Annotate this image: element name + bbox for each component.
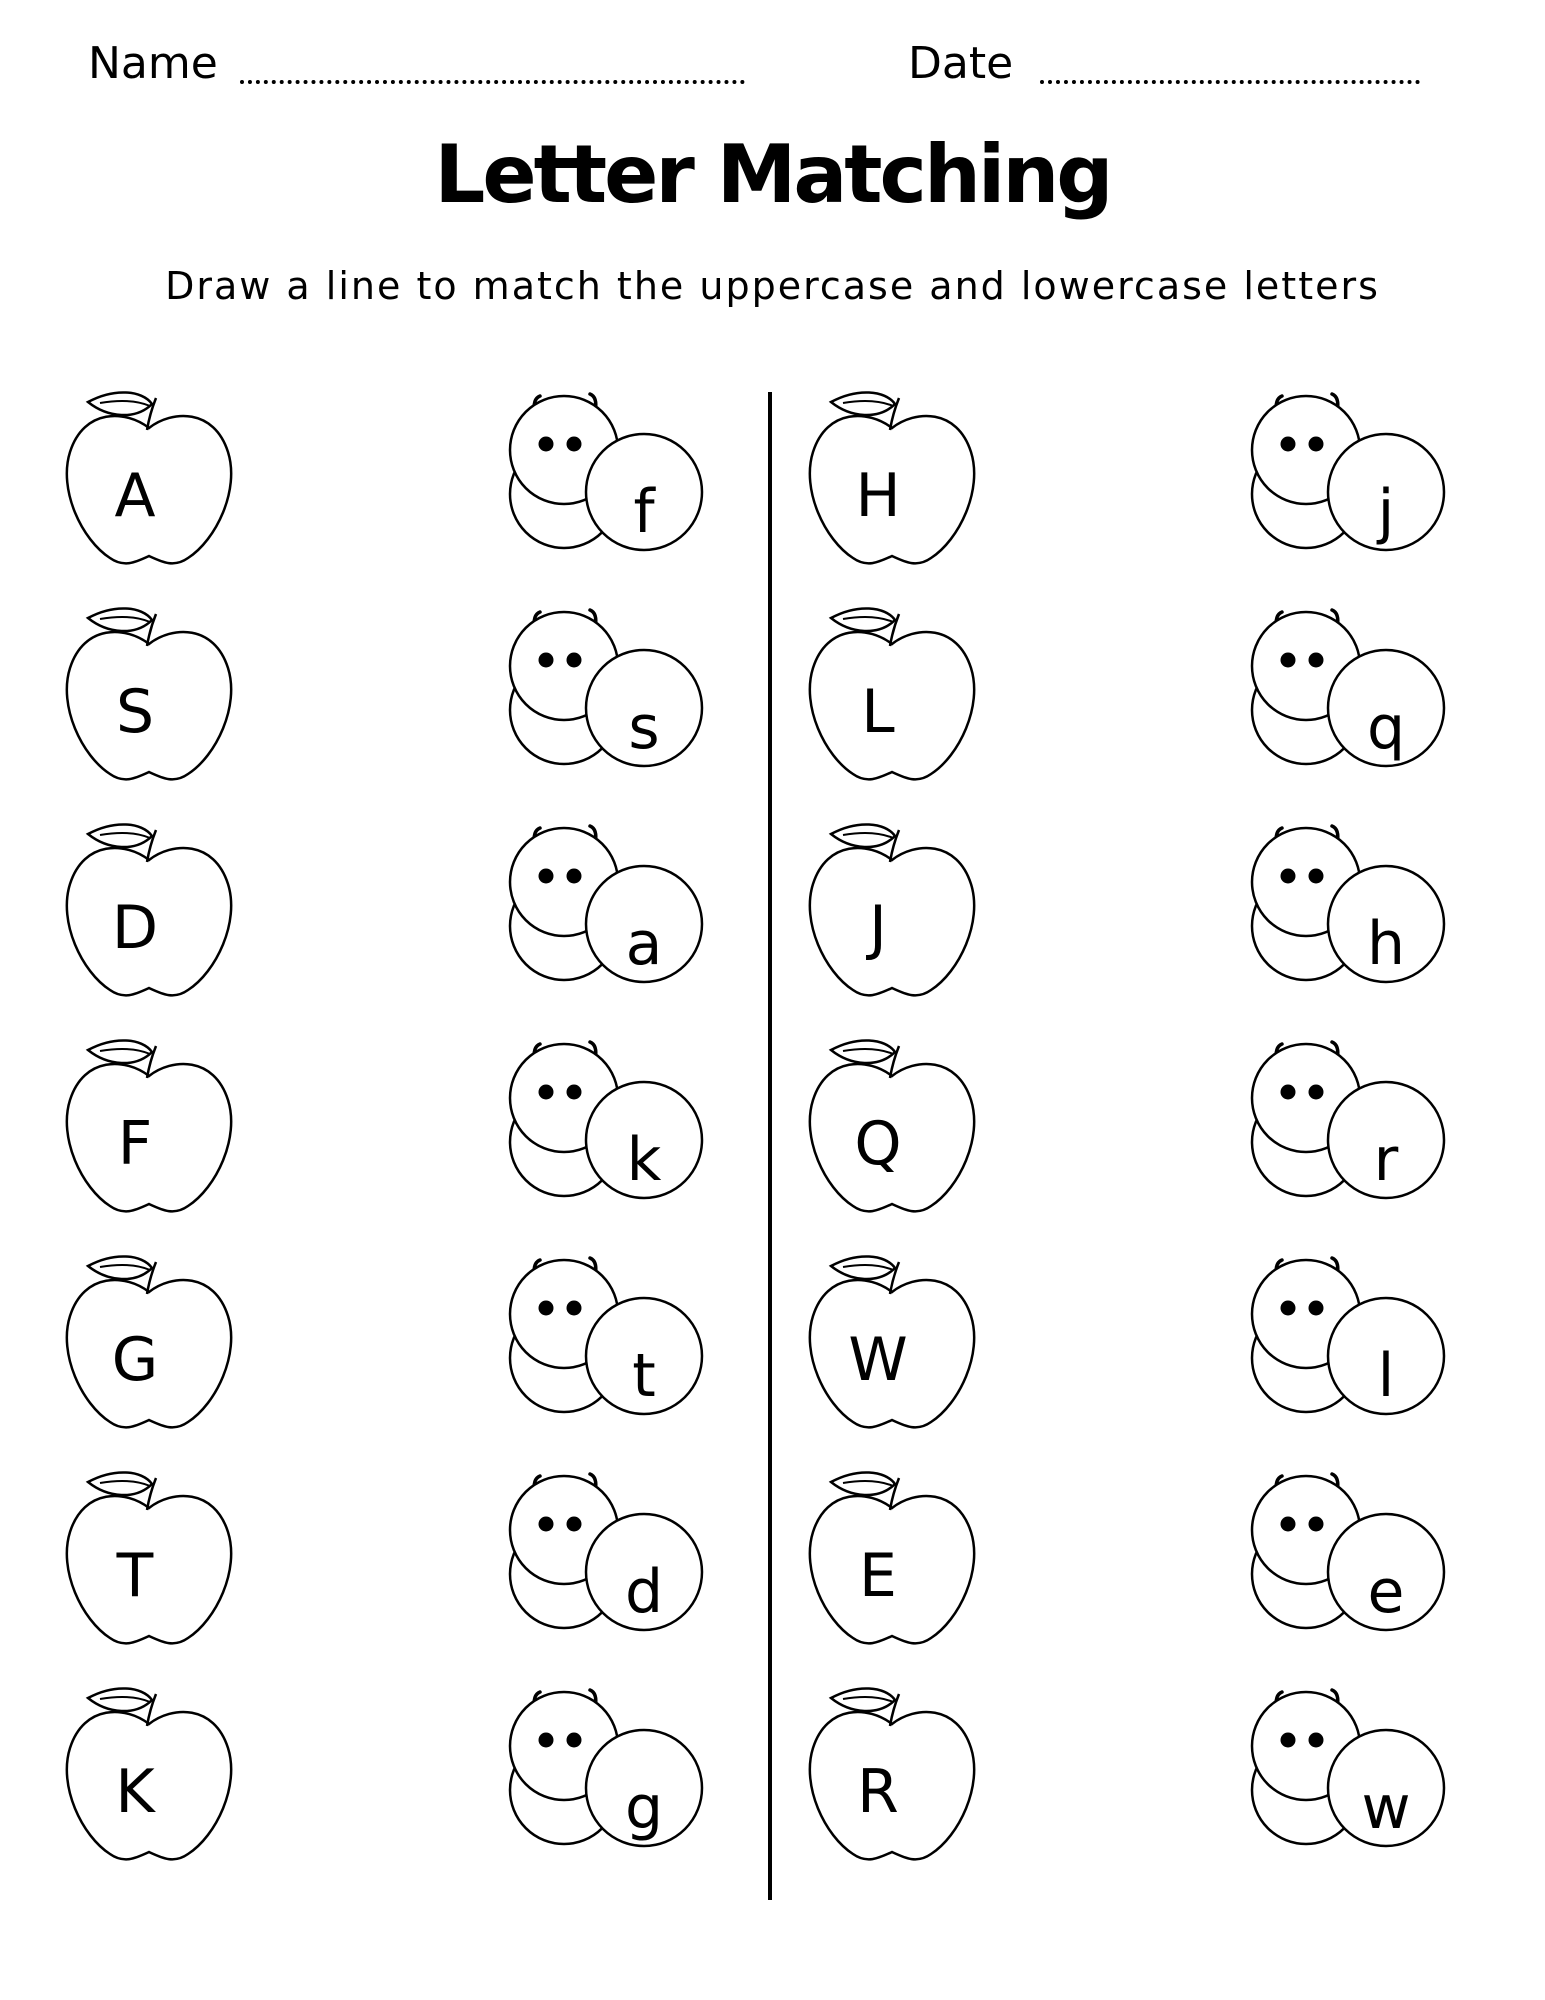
apple-card-left-3[interactable] — [54, 822, 244, 1012]
uppercase-letter: A — [114, 461, 156, 531]
lowercase-letter: k — [626, 1125, 662, 1195]
lowercase-letter: d — [624, 1557, 664, 1627]
name-line[interactable] — [240, 80, 745, 84]
apple-card-right-1[interactable] — [797, 390, 987, 580]
apple-card-right-3[interactable] — [797, 822, 987, 1012]
uppercase-letter: J — [869, 893, 887, 963]
apple-card-left-6[interactable] — [54, 1470, 244, 1660]
uppercase-letter: L — [861, 677, 895, 747]
apple-card-right-7[interactable] — [797, 1686, 987, 1876]
instructions: Draw a line to match the uppercase and lowercase letters — [165, 264, 1380, 308]
caterpillar-card-left-5[interactable] — [506, 1254, 696, 1444]
lowercase-letter: l — [1377, 1341, 1395, 1411]
lowercase-letter: w — [1361, 1773, 1411, 1843]
apple-card-right-6[interactable] — [797, 1470, 987, 1660]
section-divider — [768, 392, 772, 1900]
uppercase-letter: T — [116, 1541, 154, 1611]
caterpillar-card-right-4[interactable] — [1248, 1038, 1438, 1228]
caterpillar-card-left-1[interactable] — [506, 390, 696, 580]
caterpillar-card-left-7[interactable] — [506, 1686, 696, 1876]
lowercase-letter: e — [1367, 1557, 1405, 1627]
caterpillar-card-left-2[interactable] — [506, 606, 696, 796]
apple-card-left-2[interactable] — [54, 606, 244, 796]
caterpillar-card-left-6[interactable] — [506, 1470, 696, 1660]
lowercase-letter: r — [1373, 1125, 1399, 1195]
uppercase-letter: W — [848, 1325, 908, 1395]
uppercase-letter: K — [115, 1757, 155, 1827]
lowercase-letter: s — [628, 693, 660, 763]
uppercase-letter: S — [115, 677, 155, 747]
caterpillar-card-right-6[interactable] — [1248, 1470, 1438, 1660]
name-label: Name — [88, 38, 218, 89]
lowercase-letter: j — [1377, 477, 1395, 547]
apple-card-left-7[interactable] — [54, 1686, 244, 1876]
lowercase-letter: f — [633, 477, 655, 547]
apple-card-right-2[interactable] — [797, 606, 987, 796]
lowercase-letter: a — [625, 909, 663, 979]
worksheet-title: Letter Matching — [434, 128, 1111, 221]
caterpillar-card-right-1[interactable] — [1248, 390, 1438, 580]
uppercase-letter: G — [111, 1325, 159, 1395]
apple-card-left-5[interactable] — [54, 1254, 244, 1444]
apple-card-left-1[interactable] — [54, 390, 244, 580]
uppercase-letter: E — [859, 1541, 897, 1611]
uppercase-letter: D — [111, 893, 159, 963]
apple-card-right-5[interactable] — [797, 1254, 987, 1444]
caterpillar-card-left-4[interactable] — [506, 1038, 696, 1228]
caterpillar-card-right-2[interactable] — [1248, 606, 1438, 796]
uppercase-letter: Q — [854, 1109, 902, 1179]
lowercase-letter: t — [632, 1341, 656, 1411]
caterpillar-card-right-5[interactable] — [1248, 1254, 1438, 1444]
apple-card-right-4[interactable] — [797, 1038, 987, 1228]
uppercase-letter: H — [855, 461, 901, 531]
date-label: Date — [908, 38, 1014, 89]
date-line[interactable] — [1040, 80, 1420, 84]
caterpillar-card-right-7[interactable] — [1248, 1686, 1438, 1876]
lowercase-letter: q — [1366, 693, 1406, 763]
uppercase-letter: F — [117, 1109, 153, 1179]
caterpillar-card-right-3[interactable] — [1248, 822, 1438, 1012]
lowercase-letter: g — [624, 1773, 664, 1843]
lowercase-letter: h — [1366, 909, 1406, 979]
caterpillar-card-left-3[interactable] — [506, 822, 696, 1012]
apple-card-left-4[interactable] — [54, 1038, 244, 1228]
uppercase-letter: R — [857, 1757, 899, 1827]
